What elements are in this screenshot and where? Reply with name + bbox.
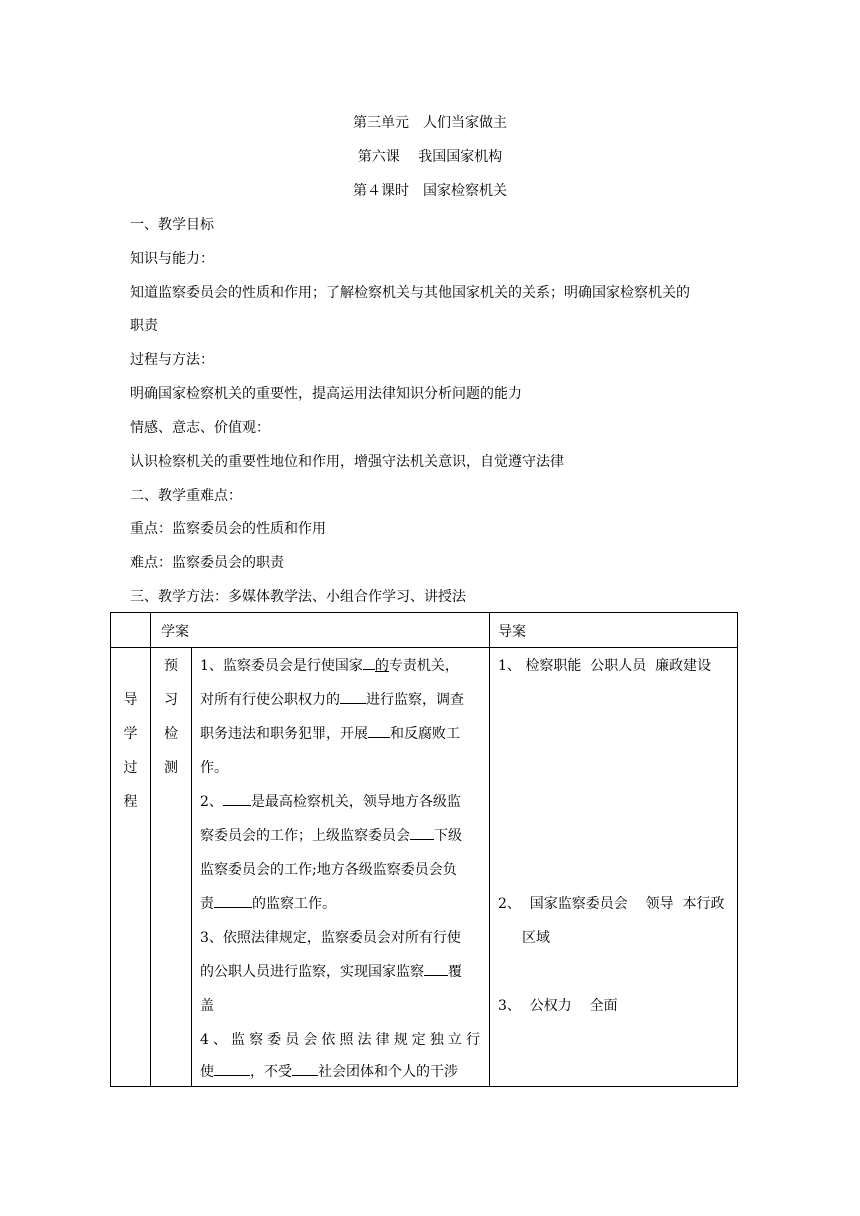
process-label: 过程与方法： [130,352,214,368]
side-char-3: 过 [123,760,138,776]
knowledge-line-1: 知道监察委员会的性质和作用；了解检察机关与其他国家机关的关系；明确国家检察机关的 [130,285,690,301]
q3-line-3: 盖 [200,998,214,1014]
q1-line-4: 作。 [200,760,228,776]
header-daoan-label: 导案 [498,624,526,640]
q2-line-3: 监察委员会的工作;地方各级监察委员会负 [200,862,457,878]
questions-cell [192,648,490,1087]
header-xuean-label: 学案 [161,624,189,640]
side-char-2: 学 [123,726,138,742]
q4-line-1: 4、监察委员会依照法律规定独立行 [200,1032,480,1048]
q2-line-2: 察委员会的工作；上级监察委员会 下级 [200,819,462,853]
answer-2-line-1: 2、 国家监察委员会 领导 本行政 [498,896,725,912]
key-point-line: 重点：监察委员会的性质和作用 [130,521,326,537]
sub-char-1: 预 [164,658,178,674]
emotion-line: 认识检察机关的重要性地位和作用，增强守法机关意识，自觉遵守法律 [130,454,564,470]
sub-label-cell [151,648,192,1087]
header-daoan-cell [490,613,738,648]
q1-line-1: 1、监察委员会是行使国家 的专责机关， [200,649,459,683]
side-char-4: 程 [123,794,138,810]
emotion-label: 情感、意志、价值观： [130,420,270,436]
sub-char-3: 检 [164,726,178,742]
process-line: 明确国家检察机关的重要性，提高运用法律知识分析问题的能力 [130,386,522,402]
section-focus-heading: 二、教学重难点： [130,488,242,504]
answer-2-line-2: 区域 [522,930,550,946]
answers-cell [490,648,738,1087]
section-method-line: 三、教学方法：多媒体教学法、小组合作学习、讲授法 [130,589,466,605]
q3-line-1: 3、依照法律规定，监察委员会对所有行使 [200,930,461,946]
answer-1: 1、 检察职能 公职人员 廉政建设 [498,658,712,674]
unit-title: 第三单元 人们当家做主 [353,115,507,131]
q2-line-1: 2、 是最高检察机关，领导地方各级监 [200,785,461,819]
header-xuean-cell [151,613,490,648]
knowledge-label: 知识与能力： [130,251,214,267]
q3-line-2: 的公职人员进行监察，实现国家监察 覆 [200,955,462,989]
section-objectives-heading: 一、教学目标 [130,217,214,233]
q2-line-4: 责 的监察工作。 [200,887,336,921]
side-label-cell [111,648,151,1087]
knowledge-line-2: 职责 [130,318,158,334]
q4-line-2: 使 ，不受 社会团体和个人的干涉 [200,1055,458,1089]
sub-char-2: 习 [164,692,178,708]
lesson-table [110,612,738,1087]
difficult-point-line: 难点：监察委员会的职责 [130,555,284,571]
side-char-1: 导 [123,692,138,708]
q1-line-3: 职务违法和职务犯罪，开展 和反腐败工 [200,717,460,751]
header-blank-cell [111,613,151,648]
sub-char-4: 测 [164,760,178,776]
q1-line-2: 对所有行使公职权力的 进行监察，调查 [200,683,464,717]
lesson-title: 第六课 我国国家机构 [357,149,503,165]
period-title: 第４课时 国家检察机关 [353,183,507,199]
answer-3: 3、 公权力 全面 [498,998,618,1014]
